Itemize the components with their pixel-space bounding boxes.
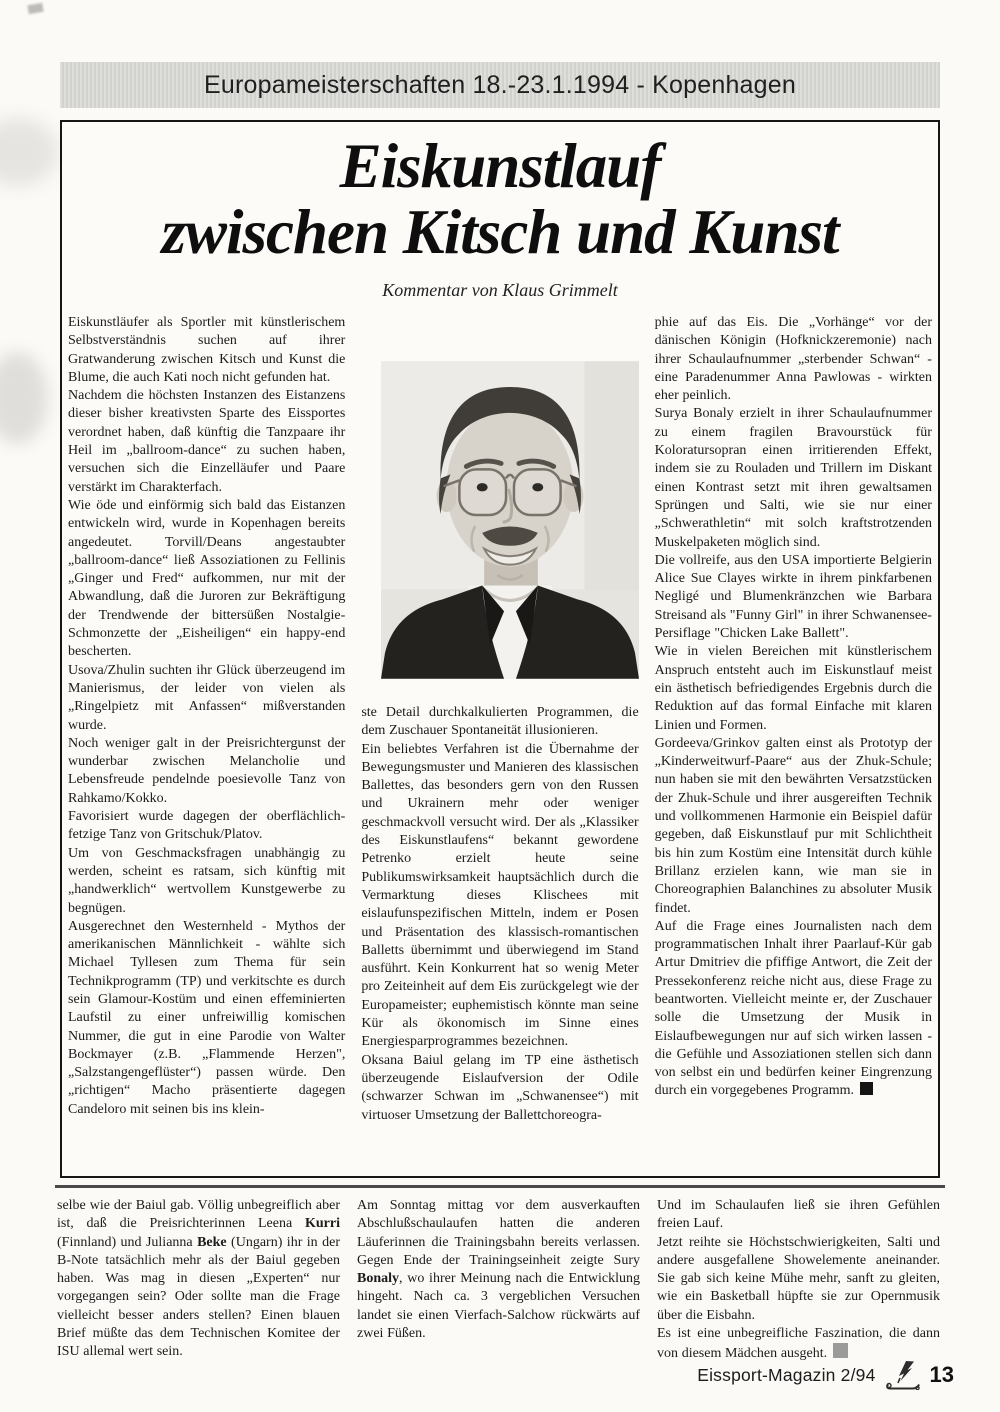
page-footer [697, 1360, 954, 1390]
paragraph: Auf die Frage eines Journalisten nach dem programmatischen Inhalt ihrer Paarlauf-Kür gab Artur Dmitriev die pfiffige Antwort, die Zeit der Pressekonferenz reiche nicht aus, diese Frage zu beantworten. Vielleicht meinte er, der Zuschauer solle die Umsetzung der Musik in Eislaufbewegungen nur auf sich wirken lassen - die Gefühle und Assoziationen stellen sich dann von selbst ein und bedürfen keiner Eingrenzung durch ein vorgegebenes Programm. [654, 918, 932, 1099]
bottom-column-3 [657, 1197, 940, 1364]
paragraph: Jetzt reihte sie Höchstschwierigkeiten, Salti und andere ausgefallene Showelemente aneinander. Sie gab sich keine Mühe mehr, sanft zu gleiten, wie ein Basketball hüpfte sie zur Opernmusik über die Eisbahn. [657, 1234, 940, 1323]
section-divider [55, 1185, 945, 1188]
paragraph: Gordeeva/Grinkov galten einst als Prototyp der „Kinderweitwurf-Paare“ aus der Zhuk-Schule; nun haben sie mit den bewährten Versatzstücken der Zhuk-Schule und ihrer ausgereiften Technik und vollkommenen Harmonie ein Beispiel dafür gegeben, daß Eiskunstlauf pur mit Schlichtheit bis hin zum Kostüm eine Intensität durch kühle Brillanz erzielen kann, wie man sie in Choreographien Balanchines zu absoluter Musik findet. [654, 735, 932, 916]
article-columns [62, 301, 938, 1125]
article-column-3 [655, 314, 932, 1125]
paragraph: Wie öde und einförmig sich bald das Eistanzen entwickeln wird, wurde in Kopenhagen bereits angedeutet. Torvill/Deans angestaubter „ballroom-dance“ ließ Assoziationen zu Fellinis „Ginger und Fred“ aufkommen, nur mit der Abwandlung, daß die Juroren zur Bekräftigung der Trendwende der bittersüßen Nostalgie-Schmonzette der „Eisheiligen“ ein happy-end bescherten. [68, 497, 346, 660]
event-banner [60, 62, 940, 108]
bottom-column-2 [357, 1197, 640, 1364]
paragraph: Eiskunstläufer als Sportler mit künstlerischem Selbstverständnis suchen auf ihrer Gratwanderung zwischen Kitsch und Kunst die Blume, die auch Kati noch nicht gefunden hat. [68, 315, 346, 385]
paragraph: Am Sonntag mittag vor dem ausverkauften Abschlußschaulaufen hatten die anderen Läuferinnen die Trainingsbahn bereits verlassen. Gegen Ende der Trainingseinheit zeigte Sury Bonaly, wo ihrer Meinung nach die Entwicklung hingeht. Nach ca. 3 vergeblichen Versuchen landet sie einen Vierfach-Salchow rückwärts auf zwei Füßen. [357, 1198, 640, 1342]
scan-smudge [27, 3, 43, 14]
column-text [68, 314, 345, 1119]
article-byline: Kommentar von Klaus Grimmelt [382, 280, 618, 300]
column-text [657, 1197, 940, 1364]
paragraph: Usova/Zhulin suchten ihr Glück überzeugend im Manierismus, der leider von vielen als „Ringelpietz mit Anfassen“ mißverstanden wurde. [68, 662, 346, 733]
paragraph: Die vollreife, aus den USA importierte Belgierin Alice Sue Clayes wirkte in ihrem pinkfarbenen Negligé und Blumenkränzchen wie Barbara Streisand als "Funny Girl" in ihrer Schwanensee-Persiflage "Chicken Lake Ballett". [654, 552, 932, 642]
scan-smudge [0, 352, 48, 444]
article-title [62, 133, 938, 265]
paragraph: Favorisiert wurde dagegen der oberflächlich-fetzige Tanz von Gritschuk/Platov. [68, 809, 346, 843]
paragraph: Und im Schaulaufen ließ sie ihren Gefühlen freien Lauf. [657, 1198, 940, 1232]
page-number: 13 [929, 1362, 954, 1387]
gray-square-end-mark [833, 1343, 848, 1358]
column-text [655, 314, 932, 1101]
article-column-2 [361, 314, 638, 1125]
paragraph: Ein beliebtes Verfahren ist die Übernahme der Bewegungsmuster und Manieren des klassischen Ballettes, das besonders gern von den Russen und Ukrainern mehr oder weniger geschmackvoll versucht wird. Der als „Klassiker des Eiskunstlaufens“ bekannt gewordene Petrenko erzielt heute seine Publikumswirksamkeit hauptsächlich durch die Vermarktung dieses Klischees mit eislaufunspezifischen Mitteln, indem er Posen und Präsentation des klassisch-romantischen Balletts übernimmt und überwiegend im Stand ausführt. Kein Konkurrent hat so wenig Meter pro Zeiteinheit auf dem Eis zurückgelegt wie der Europameister; euphemistisch könnte man seine Kür als ökonomisch im Sinne eines Energiesparprogrammes bezeichnen. [361, 741, 639, 1050]
paragraph: Es ist eine unbegreifliche Faszination, die dann von diesem Mädchen ausgeht. [657, 1326, 940, 1362]
author-photo [381, 360, 639, 680]
article-title-line1: Eiskunstlauf [339, 131, 661, 201]
paragraph: phie auf das Eis. Die „Vorhänge“ vor der dänischen Königin (Hofknickzeremonie) nach ihrer Schaulaufnummer „sterbender Schwan“ - eine Paradenummer Anna Pawlowas - wirkten eher peinlich. [654, 315, 932, 404]
paragraph: Nachdem die höchsten Instanzen des Eistanzens dieser bisher kreativsten Sparte des Eissportes verordnet haben, daß künftig die Tanzpaare ihr Heil im „ballroom-dance“ zu suchen haben, versuchen sich die Einzelläufer und Paare verstärkt im Charakterfach. [68, 388, 346, 495]
article-box [60, 120, 940, 1178]
scan-smudge [0, 118, 58, 186]
paragraph: Wie in vielen Bereichen mit künstlerischem Anspruch entsteht auch im Eiskunstlauf meist ein ästhetisch befriedigendes Ergebnis durch die Reduktion auf das formal Einfache mit klaren Linien und Formen. [654, 644, 932, 733]
magazine-name: Eissport-Magazin 2/94 [697, 1364, 876, 1385]
paragraph: ste Detail durchkalkulierten Programmen, die dem Zuschauer Spontaneität illusionieren. [361, 705, 639, 739]
column-text [361, 704, 638, 1125]
article-title-line2: zwischen Kitsch und Kunst [161, 197, 839, 267]
article-column-1 [68, 314, 345, 1125]
bottom-column-1 [57, 1197, 340, 1364]
paragraph: Ausgerechnet den Westernheld - Mythos der amerikanischen Männlichkeit - wählte sich Michael Tyllesen zum Thema für sein Technikprogramm (TP) und verkitschte es durch sein Glamour-Kostüm und einen effeminierten Laufstil zu einer unfreiwillig komischen Nummer, die gut in eine Parodie von Walter Bockmayer (z.B. „Flammende Herzen", „Salzstangengeflüster“) passen würde. Den „richtigen“ Macho präsentierte dagegen Candeloro mit seinen bis ins klein- [68, 918, 346, 1117]
skate-logo-icon [885, 1360, 921, 1390]
event-banner-text: Europameisterschaften 18.-23.1.1994 - Kopenhagen [204, 70, 796, 99]
paragraph: Oksana Baiul gelang im TP eine ästhetisch überzeugende Eislaufversion der Odile (schwarzer Schwan im „Schwanensee“) mit virtuoser Umsetzung der Ballettchoreogra- [361, 1052, 639, 1123]
black-square-end-mark [860, 1082, 873, 1095]
paragraph: Noch weniger galt in der Preisrichtergunst der wunderbar zwischen Melancholie und Lebensfreude pendelnde poesievolle Tanz von Rahkamo/Kokko. [68, 735, 346, 806]
paragraph: selbe wie der Baiul gab. Völlig unbegreiflich aber ist, daß die Preisrichterinnen Leena Kurri (Finnland) und Julianna Beke (Ungarn) ihr in der B-Note tatsächlich mehr als der Baiul gegeben haben. Was mag in diesen „Experten“ nur vorgegangen sein? Oder sollte man die Frage vielleicht besser anders stellen? Einen blauen Brief müßte das dem Technischen Komitee der ISU allemal wert sein. [57, 1198, 340, 1360]
paragraph: Surya Bonaly erzielt in ihrer Schaulaufnummer zu einem fragilen Bravourstück für Koloratursopran einen irritierenden Effekt, indem sie zu Rouladen und Trillern im Diskant einen Kontrast setzt mit ihren gewaltsamen Sprüngen und Salti, wie sie nur einer „Schwerathletin“ mit solch kraftstrotzenden Muskelpaketen möglich sind. [654, 406, 932, 550]
column-text [57, 1197, 340, 1362]
paragraph: Um von Geschmacksfragen unabhängig zu werden, scheint es ratsam, sich künftig mit „handwerklich“ wertvollem Kunstgewerbe zu begnügen. [68, 845, 346, 916]
column-text [357, 1197, 640, 1343]
bottom-columns [0, 1197, 1000, 1364]
